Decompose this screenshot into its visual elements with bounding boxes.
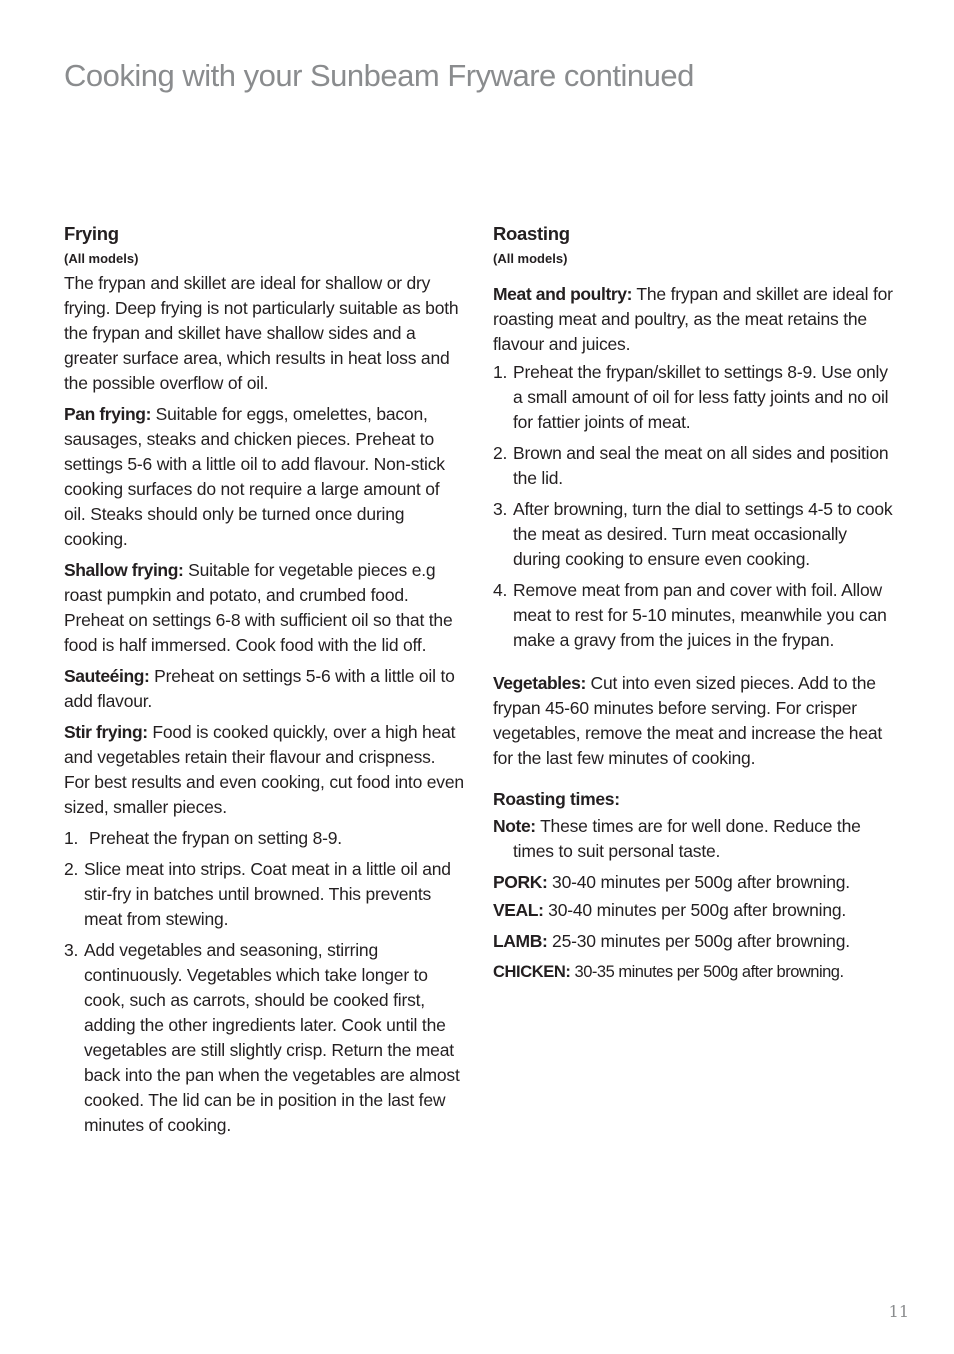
- step-number: 4.: [493, 580, 508, 600]
- step-text: After browning, turn the dial to settings 4-5 to cook the meat as desired. Turn meat occasionally during cooking to ensure even cooking.: [513, 499, 893, 569]
- shallow-frying-paragraph: [64, 558, 464, 658]
- step-number: 2.: [64, 859, 79, 879]
- roasting-time-veal: [493, 898, 893, 923]
- frying-models-note: (All models): [64, 251, 139, 266]
- meat-poultry-label: Meat and poultry:: [493, 284, 633, 304]
- list-item: [493, 578, 893, 653]
- chicken-label: CHICKEN:: [493, 963, 571, 981]
- meat-poultry-text: The frypan and skillet are ideal for roasting meat and poultry, as the meat retains the flavour and juices.: [493, 284, 893, 354]
- list-item: [64, 938, 464, 1138]
- pan-frying-label: Pan frying:: [64, 404, 151, 424]
- veal-label: VEAL:: [493, 900, 544, 920]
- stir-frying-paragraph: [64, 720, 464, 820]
- roasting-heading: Roasting: [493, 223, 570, 244]
- frying-column: [64, 222, 464, 1138]
- step-text: Preheat the frypan/skillet to settings 8-9. Use only a small amount of oil for less fatty joints and no oil for fattier joints of meat.: [513, 362, 889, 432]
- roasting-time-chicken: [493, 960, 893, 985]
- sauteeing-label: Sauteéing:: [64, 666, 150, 686]
- page-number: 11: [888, 1302, 909, 1321]
- step-text: Add vegetables and seasoning, stirring continuously. Vegetables which take longer to cook, such as carrots, should be cooked first, adding the other ingredients later. Cook until the vegetables are still slightly crisp. Return the meat back into the pan when the vegetables are almost cooked. The lid can be in position in the last few minutes of cooking.: [84, 940, 460, 1135]
- vegetables-label: Vegetables:: [493, 673, 586, 693]
- pan-frying-paragraph: [64, 402, 464, 552]
- sauteeing-paragraph: [64, 664, 464, 714]
- step-text: Brown and seal the meat on all sides and position the lid.: [513, 443, 889, 488]
- roasting-models-note: (All models): [493, 251, 568, 266]
- stir-frying-label: Stir frying:: [64, 722, 148, 742]
- shallow-frying-text: Suitable for vegetable pieces e.g roast pumpkin and potato, and crumbed food. Preheat on settings 6-8 with sufficient oil so that the food is half immersed. Cook food with the lid off.: [64, 560, 453, 655]
- step-number: 2.: [493, 443, 508, 463]
- step-text: Remove meat from pan and cover with foil. Allow meat to rest for 5-10 minutes, meanwhile you can make a gravy from the juices in the frypan.: [513, 580, 887, 650]
- list-item: [493, 360, 893, 435]
- note-label: Note:: [493, 816, 536, 836]
- list-item: [493, 441, 893, 491]
- step-number: 1.: [493, 362, 508, 382]
- roasting-time-pork: [493, 870, 893, 895]
- step-number: 3.: [493, 499, 508, 519]
- chicken-text: 30-35 minutes per 500g after browning.: [570, 963, 844, 981]
- lamb-label: LAMB:: [493, 931, 548, 951]
- step-text: Preheat the frypan on setting 8-9.: [89, 828, 342, 848]
- vegetables-text: Cut into even sized pieces. Add to the frypan 45-60 minutes before serving. For crisper vegetables, remove the meat and increase the heat for the last few minutes of cooking.: [493, 673, 883, 768]
- list-item: [64, 826, 464, 851]
- list-item: [493, 497, 893, 572]
- veal-text: 30-40 minutes per 500g after browning.: [543, 900, 847, 920]
- roasting-note: [493, 814, 893, 864]
- meat-poultry-paragraph: [493, 282, 893, 357]
- stir-frying-text: Food is cooked quickly, over a high heat and vegetables retain their flavour and crispness. For best results and even cooking, cut food into even sized, smaller pieces.: [64, 722, 464, 817]
- pork-label: PORK:: [493, 872, 548, 892]
- roasting-column: [493, 222, 893, 985]
- frying-heading: Frying: [64, 223, 119, 244]
- roasting-times-heading: Roasting times:: [493, 789, 620, 809]
- shallow-frying-label: Shallow frying:: [64, 560, 184, 580]
- step-number: 1.: [64, 828, 79, 848]
- vegetables-paragraph: [493, 671, 893, 771]
- page-title: Cooking with your Sunbeam Fryware continued: [64, 58, 694, 93]
- pork-text: 30-40 minutes per 500g after browning.: [547, 872, 850, 892]
- lamb-text: 25-30 minutes per 500g after browning.: [547, 931, 850, 951]
- roasting-time-lamb: [493, 929, 893, 954]
- frying-intro: The frypan and skillet are ideal for shallow or dry frying. Deep frying is not particularly suitable as both the frypan and skillet have shallow sides and a greater surface area, which results in heat loss and the possible overflow of oil.: [64, 273, 459, 393]
- pan-frying-text: Suitable for eggs, omelettes, bacon, sausages, steaks and chicken pieces. Preheat to settings 5-6 with a little oil to add flavour. Non-stick cooking surfaces do not require a large amount of oil. Steaks should only be turned once during cooking.: [64, 404, 445, 549]
- sauteeing-text: Preheat on settings 5-6 with a little oil to add flavour.: [64, 666, 455, 711]
- step-text: Slice meat into strips. Coat meat in a little oil and stir-fry in batches until browned. This prevents meat from stewing.: [84, 859, 451, 929]
- note-text: These times are for well done. Reduce the times to suit personal taste.: [513, 816, 861, 861]
- step-number: 3.: [64, 940, 79, 960]
- list-item: [64, 857, 464, 932]
